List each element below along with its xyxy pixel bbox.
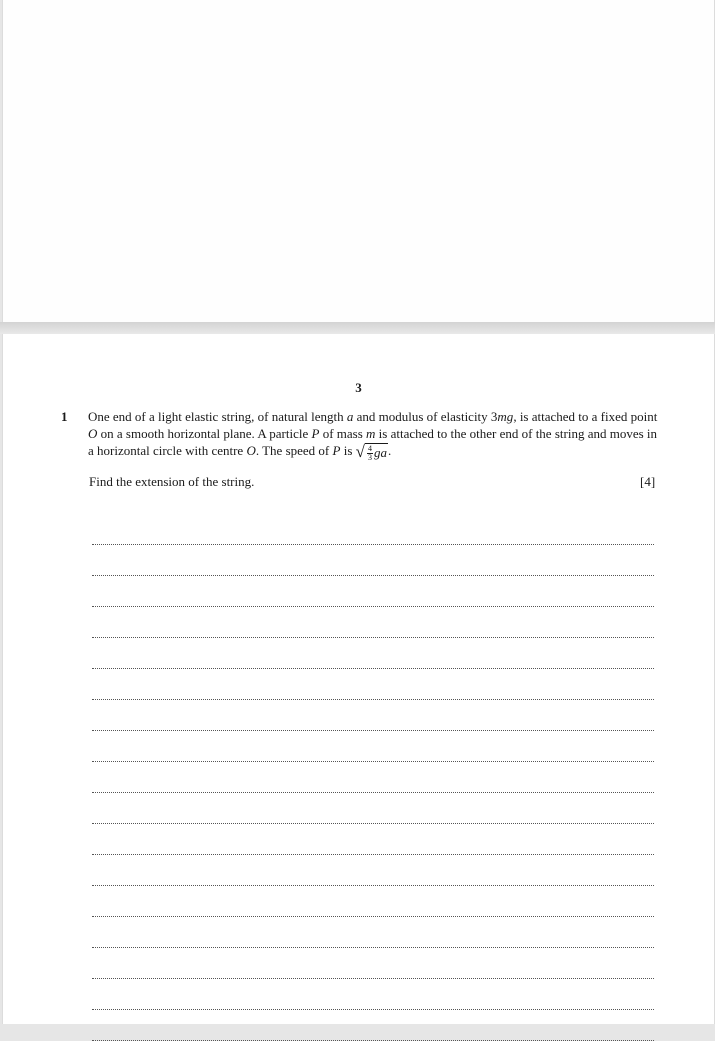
answer-line[interactable] <box>92 607 654 638</box>
page-separator <box>0 322 715 334</box>
answer-line[interactable] <box>92 576 654 607</box>
question-number: 1 <box>61 409 68 424</box>
question-prompt: Find the extension of the string. <box>89 474 255 489</box>
page-number: 3 <box>355 380 362 395</box>
answer-line[interactable] <box>92 793 654 824</box>
fraction-denominator: 3 <box>367 452 372 462</box>
answer-line[interactable] <box>92 917 654 948</box>
previous-page <box>2 0 715 322</box>
fraction <box>367 445 373 462</box>
answer-line[interactable] <box>92 886 654 917</box>
answer-line[interactable] <box>92 669 654 700</box>
answer-line[interactable] <box>92 824 654 855</box>
speed-expression: √ $\frac{4}{3}$ ga <box>355 441 387 462</box>
answer-line[interactable] <box>92 545 654 576</box>
question-text: One end of a light elastic string, of natural length a and modulus of elasticity 3mg, is attached to a fixed point O on a smooth horizontal plane. A particle P of mass m is attached to the other end of the string and moves in a horizontal circle with centre O. The speed of P is √ $\frac{4}{3}$ ga . <box>88 409 658 462</box>
answer-line[interactable] <box>92 979 654 1010</box>
answer-line[interactable] <box>92 948 654 979</box>
answer-line[interactable] <box>92 700 654 731</box>
answer-line[interactable] <box>92 1010 654 1041</box>
answer-line[interactable] <box>92 762 654 793</box>
answer-area[interactable] <box>92 514 654 1041</box>
exam-page <box>2 334 715 1024</box>
marks-label: [4] <box>640 474 656 489</box>
answer-line[interactable] <box>92 514 654 545</box>
fraction-numerator: 4 <box>367 443 372 453</box>
answer-line[interactable] <box>92 638 654 669</box>
answer-line[interactable] <box>92 731 654 762</box>
square-root-sign: √ <box>355 441 365 461</box>
answer-line[interactable] <box>92 855 654 886</box>
